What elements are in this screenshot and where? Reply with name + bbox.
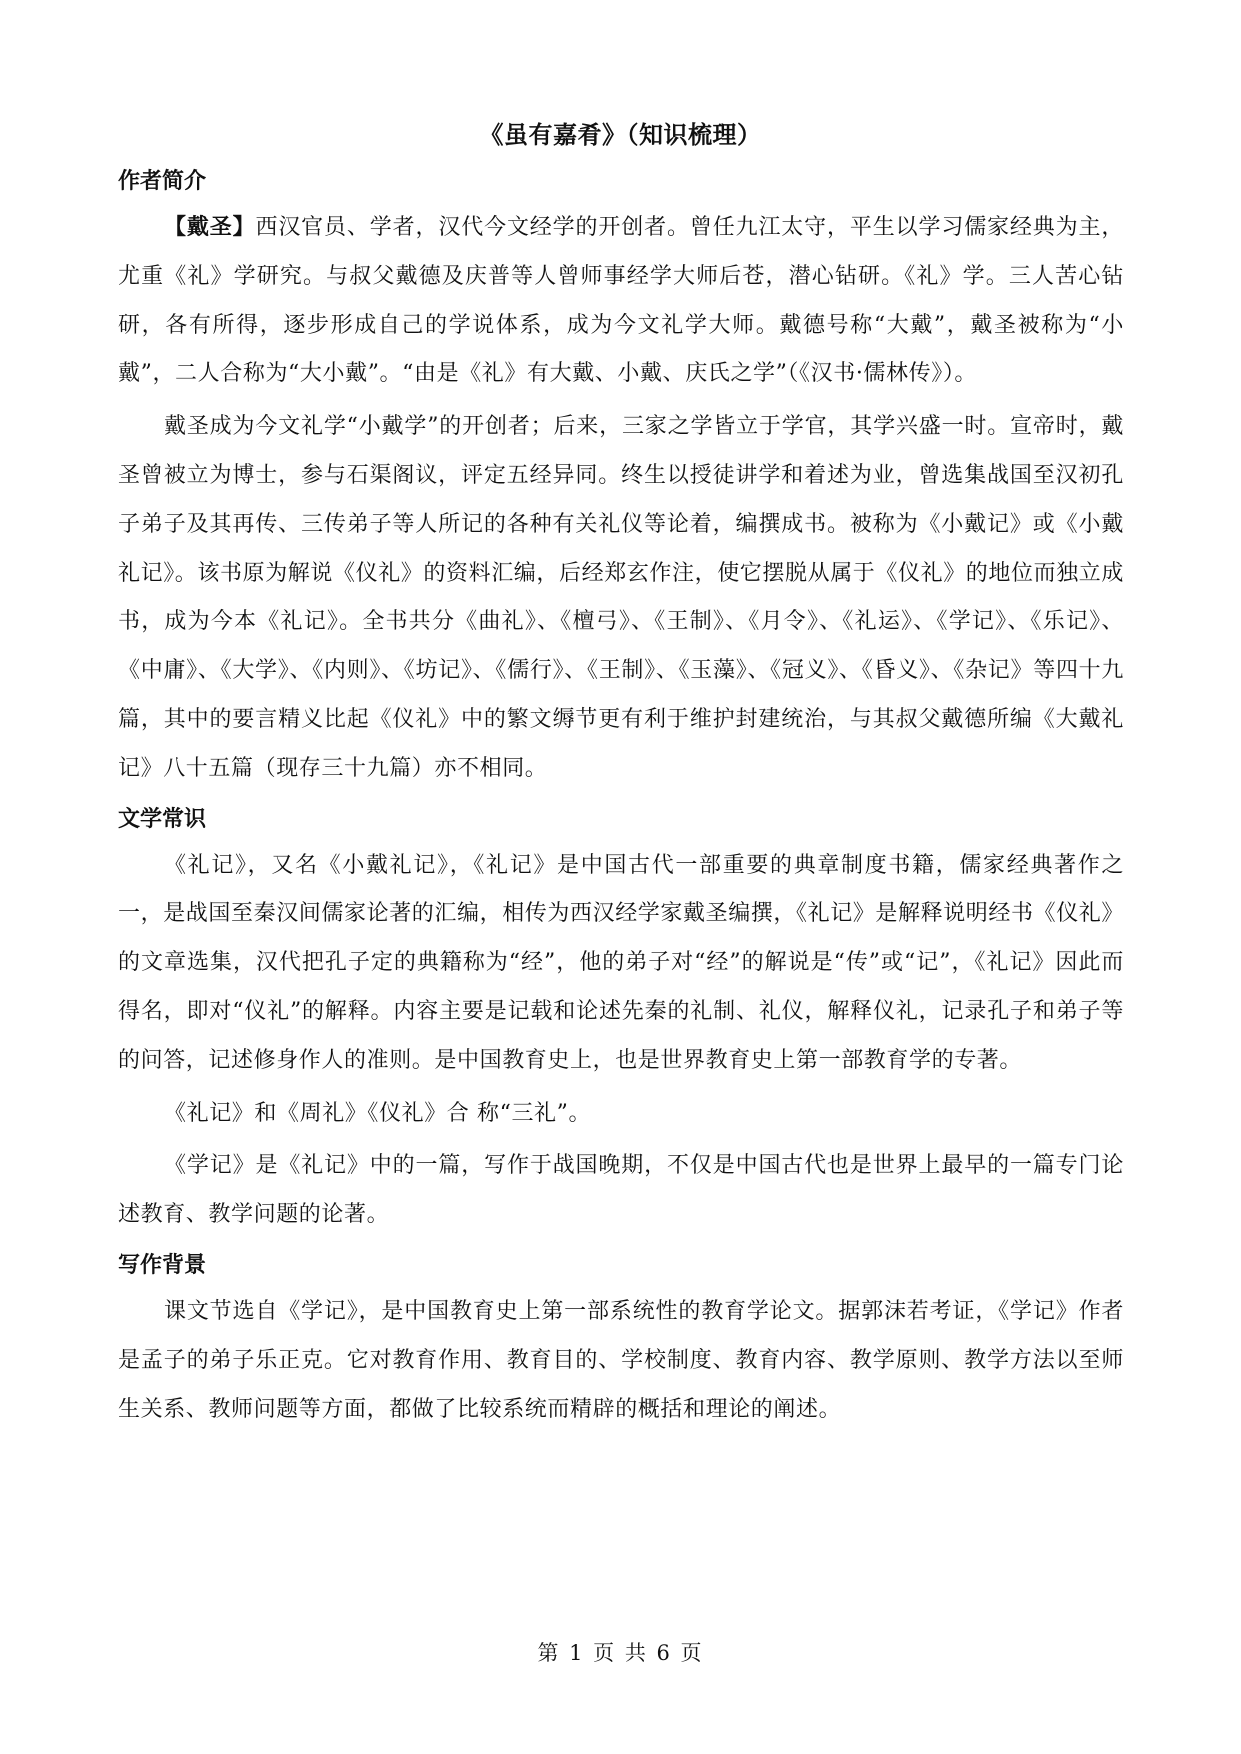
document-body <box>118 160 1124 1438</box>
paragraph-text: 课文节选自《学记》，是中国教育史上第一部系统性的教育学论文。据郭沫若考证，《学记》作者是孟子的弟子乐正克。它对教育作用、教育目的、学校制度、教育内容、教学原则、教学方法以至师生关系、教师问题等方面，都做了比较系统而精辟的概括和理论的阐述。 <box>118 1298 1124 1422</box>
section-author-intro <box>118 160 1124 794</box>
page-number-footer: 第 1 页 共 6 页 <box>537 1641 704 1665</box>
paragraph-text: 《礼记》和《周礼》《仪礼》合 称“三礼”。 <box>164 1100 592 1126</box>
paragraph <box>118 204 1124 399</box>
paragraph <box>118 403 1124 793</box>
section-writing-background <box>118 1244 1124 1434</box>
paragraph-text: 《礼记》，又名《小戴礼记》，《礼记》是中国古代一部重要的典章制度书籍，儒家经典著作之一，是战国至秦汉间儒家论著的汇编，相传为西汉经学家戴圣编撰，《礼记》是解释说明经书《仪礼》的文章选集，汉代把孔子定的典籍称为“经”，他的弟子对“经”的解说是“传”或“记”，《礼记》因此而得名，即对“仪礼”的解释。内容主要是记载和论述先秦的礼制、礼仪，解释仪礼，记录孔子和弟子等的问答，记述修身作人的准则。是中国教育史上，也是世界教育史上第一部教育学的专著。 <box>118 852 1125 1073</box>
paragraph <box>118 1142 1124 1240</box>
paragraph-text: 戴圣成为今文礼学“小戴学”的开创者；后来，三家之学皆立于学官，其学兴盛一时。宣帝时，戴圣曾被立为博士，参与石渠阁议，评定五经异同。终生以授徒讲学和着述为业，曾选集战国至汉初孔子弟子及其再传、三传弟子等人所记的各种有关礼仪等论着，编撰成书。被称为《小戴记》或《小戴礼记》。该书原为解说《仪礼》的资料汇编，后经郑玄作注，使它摆脱从属于《仪礼》的地位而独立成书，成为今本《礼记》。全书共分《曲礼》、《檀弓》、《王制》、《月令》、《礼运》、《学记》、《乐记》、《中庸》、《大学》、《内则》、《坊记》、《儒行》、《王制》、《玉藻》、《冠义》、《昏义》、《杂记》等四十九篇，其中的要言精义比起《仪礼》中的繁文缛节更有利于维护封建统治，与其叔父戴德所编《大戴礼记》八十五篇（现存三十九篇）亦不相同。 <box>118 414 1125 781</box>
paragraph-text: 西汉官员、学者，汉代今文经学的开创者。曾任九江太守，平生以学习儒家经典为主，尤重《礼》学研究。与叔父戴德及庆普等人曾师事经学大师后苍，潜心钻研。《礼》学。三人苦心钻研，各有所得，逐步形成自己的学说体系，成为今文礼学大师。戴德号称“大戴”，戴圣被称为“小戴”，二人合称为“大小戴”。“由是《礼》有大戴、小戴、庆氏之学”（《汉书·儒林传》）。 <box>118 215 1124 387</box>
section-heading: 文学常识 <box>118 806 207 832</box>
paragraph <box>118 1090 1124 1139</box>
paragraph <box>118 1288 1124 1434</box>
paragraph-text: 《学记》是《礼记》中的一篇，写作于战国晚期，不仅是中国古代也是世界上最早的一篇专门论述教育、教学问题的论著。 <box>118 1153 1124 1228</box>
paragraph <box>118 842 1124 1086</box>
section-heading: 作者简介 <box>118 169 207 194</box>
document-title: 《虽有嘉肴》（知识梳理） <box>479 121 762 149</box>
section-literary-knowledge <box>118 798 1124 1240</box>
section-heading: 写作背景 <box>118 1252 207 1278</box>
author-name-term: 【戴圣】 <box>164 215 256 240</box>
